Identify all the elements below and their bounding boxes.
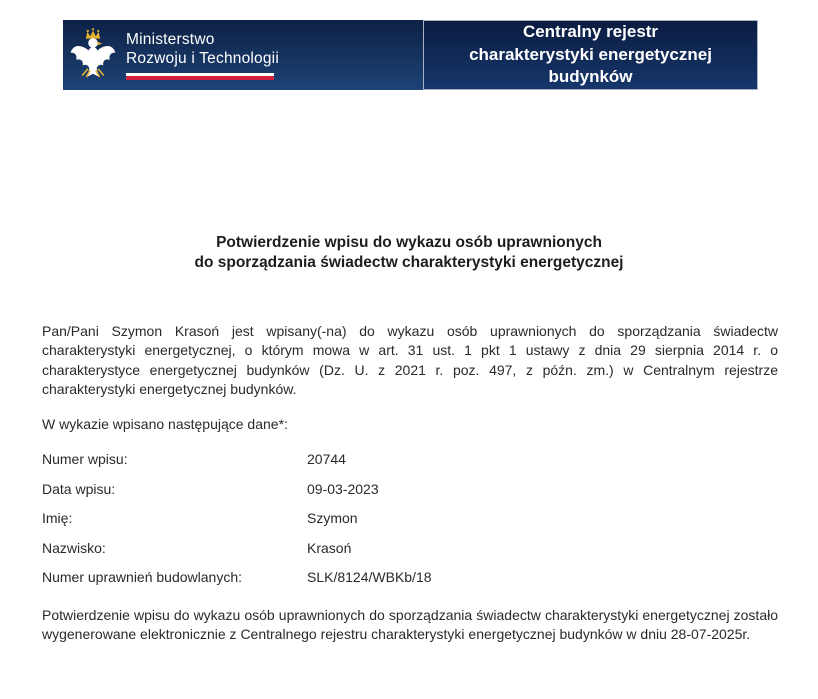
field-label: Numer uprawnień budowlanych: (42, 569, 242, 586)
flag-red-bar (126, 76, 274, 81)
closing-paragraph: Potwierdzenie wpisu do wykazu osób uprawnionych do sporządzania świadectw charakterystyki energetycznej zostało wygenerowane elektronicznie z Centralnego rejestru charakterystyki energetycznej budynków w dniu 28-07-2025r. (42, 607, 778, 643)
data-intro-line: W wykazie wpisano następujące dane*: (42, 416, 288, 432)
field-row-last-name (42, 540, 778, 570)
field-label: Data wpisu: (42, 480, 116, 497)
field-label: Imię: (42, 510, 73, 527)
ministry-name-line2: Rozwoju i Technologii (126, 50, 279, 67)
header-band (63, 20, 758, 90)
field-row-entry-date (42, 481, 778, 511)
field-row-building-license-number (42, 569, 778, 599)
field-label: Nazwisko: (42, 539, 106, 556)
field-value: Krasoń (307, 539, 352, 556)
registry-title-box (423, 20, 758, 90)
ministry-name (126, 30, 279, 80)
field-value: 09-03-2023 (307, 480, 379, 497)
ministry-logo (63, 20, 423, 90)
document-title-line1: Potwierdzenie wpisu do wykazu osób uprawnionych (216, 234, 602, 251)
ministry-name-line1: Ministerstwo (126, 31, 215, 48)
registry-title-line3: budynków (548, 67, 633, 87)
poland-flag-stripe (126, 73, 274, 80)
field-row-entry-number (42, 451, 778, 481)
polish-eagle-emblem-icon (69, 26, 117, 84)
registry-title-line2: charakterystyki energetycznej (469, 44, 712, 64)
field-value: 20744 (307, 451, 346, 467)
field-value: Szymon (307, 510, 358, 527)
document-title-line2: do sporządzania świadectw charakterystyki energetycznej (194, 254, 624, 271)
registered-data-list (42, 451, 778, 599)
opening-paragraph: Pan/Pani Szymon Krasoń jest wpisany(-na) do wykazu osób uprawnionych do sporządzania świadectw charakterystyki energetycznej, o którym mowa w art. 31 ust. 1 pkt 1 ustawy z dnia 29 sierpnia 2014 r. o charakterystyce energetycznej budynków (Dz. U. z 2021 r. poz. 497, z późn. zm.) w Centralnym rejestrze charakterystyki energetycznej budynków. (42, 323, 778, 397)
field-value: SLK/8124/WBKb/18 (307, 569, 432, 586)
field-label: Numer wpisu: (42, 451, 128, 467)
registry-title-line1: Centralny rejestr (522, 22, 659, 42)
document-title (0, 233, 818, 273)
field-row-first-name (42, 510, 778, 540)
